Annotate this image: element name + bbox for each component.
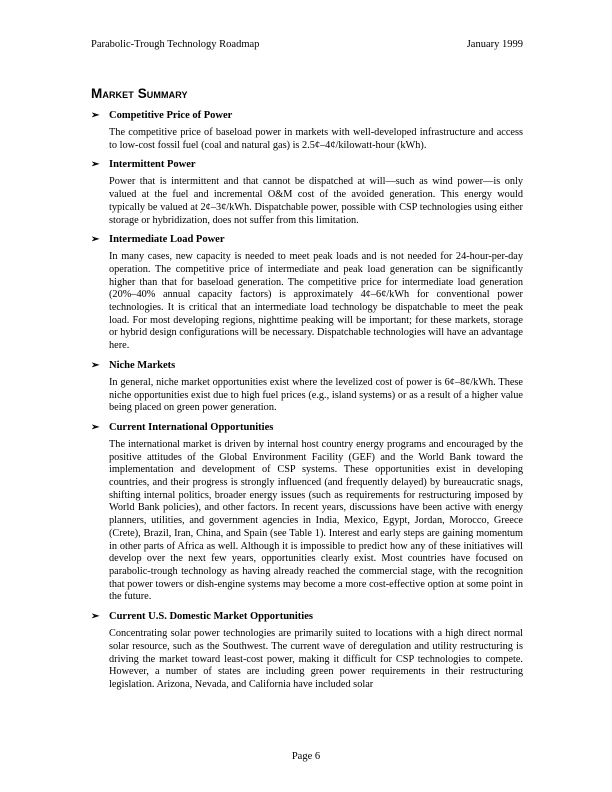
section-intermediate-load <box>91 233 523 353</box>
section-heading <box>91 233 523 246</box>
section-paragraph: In general, niche market opportunities exist where the levelized cost of power is 6¢–8¢/kWh. These niche opportunities exist due to high fuel prices (e.g., island systems) or as a result of a higher value being placed on green power generation. <box>109 376 523 414</box>
section-paragraph: Concentrating solar power technologies are primarily suited to locations with a high direct normal solar resource, such as the Southwest. The current wave of deregulation and utility restructuring is driving the market toward least-cost power, making it difficult for CSP technologies to compete. However, a number of states are including green power requirements in their restructuring legislation. Arizona, Nevada, and California have included solar <box>109 628 523 690</box>
arrow-bullet-icon: ➢ <box>91 611 100 623</box>
main-content <box>91 86 523 698</box>
running-header <box>91 38 523 51</box>
section-heading <box>91 158 523 171</box>
arrow-bullet-icon: ➢ <box>91 234 100 246</box>
section-competitive-price <box>91 109 523 152</box>
heading-text: Current U.S. Domestic Market Opportunities <box>109 611 313 623</box>
section-paragraph: In many cases, new capacity is needed to meet peak loads and is not needed for 24-hour-per-day operation. The competitive price of intermediate and peak load generation can be significantly higher than that for baseload generation. The competitive price for intermediate load generation (20%–40% annual capacity factors) is approximately 4¢–6¢/kWh for conventional power technologies. It is critical that an intermediate load technology be dispatchable to meet the peak load. For most developing regions, nighttime peaking will be important; for these markets, storage or hybrid design configurations will be necessary. Dispatchable technologies will have an advantage here. <box>109 251 523 352</box>
section-title: Market Summary <box>91 86 188 101</box>
header-document-title: Parabolic-Trough Technology Roadmap <box>91 39 260 50</box>
section-paragraph: Power that is intermittent and that cannot be dispatched at will—such as wind power—is only valued at the fuel and incremental O&M cost of the avoided generation. This energy would typically be valued at 2¢–3¢/kWh. Dispatchable power, possible with CSP technologies using either storage or hybridization, does not suffer from this limitation. <box>109 176 523 226</box>
heading-text: Niche Markets <box>109 359 176 371</box>
section-paragraph: The international market is driven by internal host country energy programs and encouraged by the positive attitudes of the Global Environment Facility (GEF) and the World Bank toward the implementation and development of CSP systems. These opportunities exist in developing countries, and their progress is strongly influenced (and frequently delayed) by bureaucratic snags, shifting internal politics, broader energy issues (such as requirements for restructuring imposed by World Bank policies), and other factors. In recent years, discussions have been active with energy planners, utilities, and government agencies in India, Mexico, Egypt, Jordan, Morocco, Greece (Crete), Brazil, Iran, China, and Spain (see Table 1). Interest and early steps are gaining momentum in other parts of Africa as well. Although it is impossible to predict how any of these initiatives will develop over the next few years, opportunities clearly exist. Most countries have focused on parabolic-trough technology as having already reached the commercial stage, with the recognition that power towers or dish-engine systems may become a more cost-effective option at some point in the future. <box>109 438 523 603</box>
section-heading <box>91 359 523 372</box>
section-niche-markets <box>91 359 523 415</box>
section-heading <box>91 421 523 434</box>
arrow-bullet-icon: ➢ <box>91 421 100 433</box>
heading-text: Intermediate Load Power <box>109 234 225 246</box>
section-us-domestic-opportunities <box>91 610 523 692</box>
section-international-opportunities <box>91 421 523 604</box>
arrow-bullet-icon: ➢ <box>91 110 100 121</box>
heading-text: Competitive Price of Power <box>109 110 233 121</box>
section-intermittent-power <box>91 158 523 227</box>
header-date: January 1999 <box>466 39 523 50</box>
page-number: Page 6 <box>291 751 321 762</box>
arrow-bullet-icon: ➢ <box>91 159 100 171</box>
section-paragraph: The competitive price of baseload power in markets with well-developed infrastructure and access to low-cost fossil fuel (coal and natural gas) is 2.5¢–4¢/kilowatt-hour (kWh). <box>109 127 523 151</box>
section-heading <box>91 109 523 122</box>
arrow-bullet-icon: ➢ <box>91 359 100 371</box>
heading-text: Current International Opportunities <box>109 421 274 433</box>
heading-text: Intermittent Power <box>109 159 196 171</box>
section-heading <box>91 610 523 623</box>
